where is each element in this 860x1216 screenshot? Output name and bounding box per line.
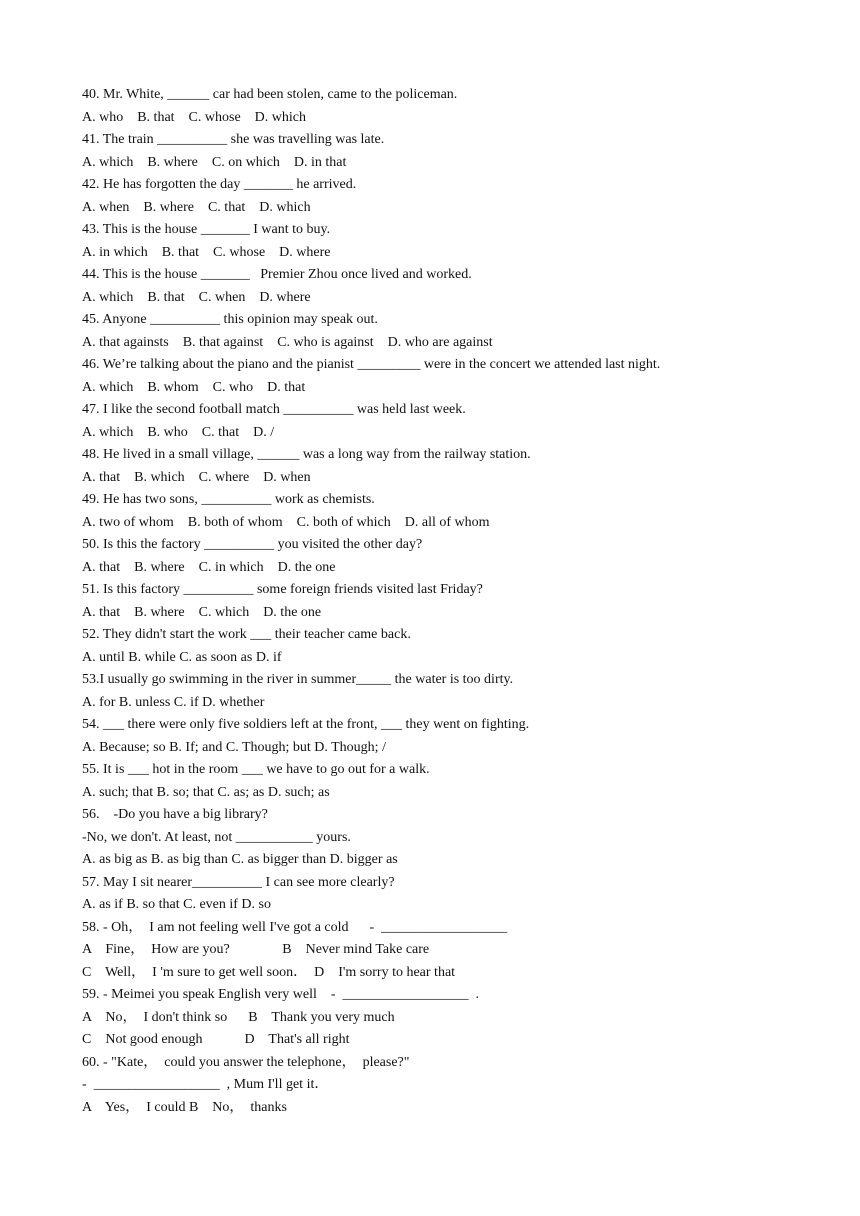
options-59-cd: C Not good enough D That's all right (82, 1032, 350, 1047)
options-40: A. who B. that C. whose D. which (82, 109, 306, 125)
options-57: A. as if B. so that C. even if D. so (82, 897, 271, 912)
options-47: A. which B. who C. that D. / (82, 424, 275, 440)
question-43: 43. This is the house _______ I want to buy. (82, 222, 331, 237)
question-60-reply: - __________________ , Mum I'll get it． (82, 1077, 329, 1092)
options-55: A. such; that B. so; that C. as; as D. such; as (82, 784, 330, 800)
options-54: A. Because; so B. If; and C. Though; but D. Though; / (82, 739, 386, 755)
question-58: 58. - Oh， I am not feeling well I've got a cold - __________________ (82, 919, 508, 935)
options-41: A. which B. where C. on which D. in that (82, 154, 347, 170)
question-42: 42. He has forgotten the day _______ he arrived. (82, 177, 357, 192)
options-45: A. that againsts B. that against C. who is against D. who are against (82, 334, 493, 350)
question-51: 51. Is this factory __________ some foreign friends visited last Friday? (82, 582, 483, 597)
options-58-cd: C Well， I 'm sure to get well soon． D I'm sorry to hear that (82, 964, 456, 980)
question-46: 46. We’re talking about the piano and the pianist _________ were in the concert we attended last night. (82, 357, 661, 372)
question-56-reply: -No, we don't. At least, not ___________ yours. (82, 829, 351, 845)
question-55: 55. It is ___ hot in the room ___ we have to go out for a walk. (82, 762, 430, 777)
question-47: 47. I like the second football match __________ was held last week. (82, 402, 466, 417)
question-57: 57. May I sit nearer__________ I can see more clearly? (82, 874, 395, 890)
question-54: 54. ___ there were only five soldiers left at the front, ___ they went on fighting. (82, 717, 530, 732)
question-56: 56. -Do you have a big library? (82, 807, 268, 822)
options-53: A. for B. unless C. if D. whether (82, 694, 265, 710)
options-50: A. that B. where C. in which D. the one (82, 559, 336, 575)
options-46: A. which B. whom C. who D. that (82, 379, 306, 395)
options-48: A. that B. which C. where D. when (82, 469, 311, 485)
options-60: A Yes， I could B No， thanks (82, 1099, 287, 1115)
question-60: 60. - "Kate， could you answer the telephone， please?" (82, 1054, 410, 1070)
question-52: 52. They didn't start the work ___ their teacher came back. (82, 627, 411, 642)
options-51: A. that B. where C. which D. the one (82, 604, 322, 620)
question-48: 48. He lived in a small village, ______ was a long way from the railway station. (82, 447, 531, 462)
question-53: 53.I usually go swimming in the river in summer_____ the water is too dirty. (82, 672, 514, 687)
options-59-ab: A No， I don't think so B Thank you very much (82, 1009, 395, 1025)
options-49: A. two of whom B. both of whom C. both of which D. all of whom (82, 514, 490, 530)
options-43: A. in which B. that C. whose D. where (82, 244, 331, 260)
question-40: 40. Mr. White, ______ car had been stolen, came to the policeman. (82, 87, 458, 102)
question-59: 59. - Meimei you speak English very well - __________________ . (82, 987, 480, 1002)
options-42: A. when B. where C. that D. which (82, 199, 311, 215)
question-50: 50. Is this the factory __________ you visited the other day? (82, 537, 423, 552)
worksheet (82, 84, 802, 1119)
question-41: 41. The train __________ she was travelling was late. (82, 132, 385, 147)
options-44: A. which B. that C. when D. where (82, 289, 311, 305)
question-44: 44. This is the house _______ Premier Zhou once lived and worked. (82, 267, 472, 282)
options-58-ab: A Fine， How are you? B Never mind Take care (82, 942, 430, 957)
options-56: A. as big as B. as big than C. as bigger than D. bigger as (82, 852, 398, 867)
question-49: 49. He has two sons, __________ work as chemists. (82, 492, 375, 507)
question-45: 45. Anyone __________ this opinion may speak out. (82, 312, 378, 327)
options-52: A. until B. while C. as soon as D. if (82, 649, 282, 665)
